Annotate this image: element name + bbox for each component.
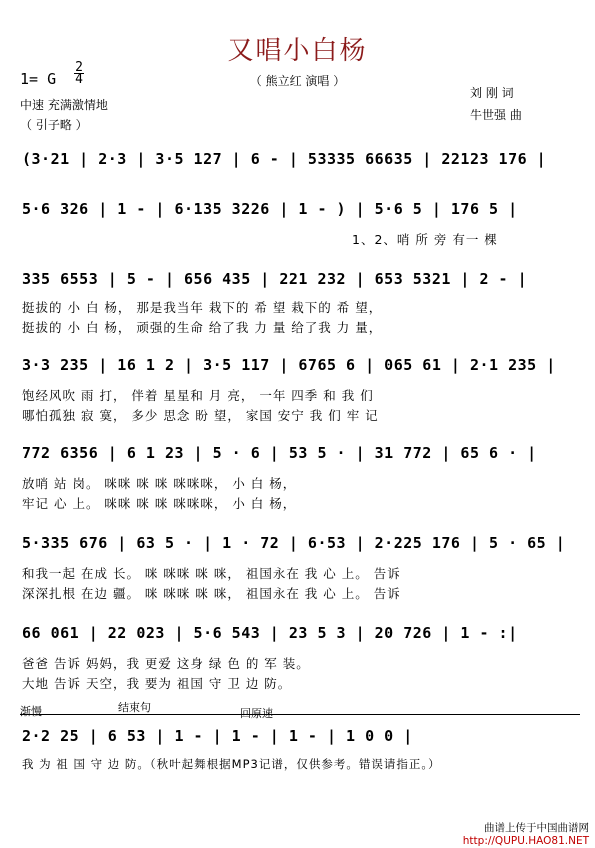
score-system-2-lyrics-1: 1、2、哨 所 旁 有一 棵 [352,232,498,247]
source-footer [463,822,589,848]
ending-mark: 结束句 [118,701,151,714]
slowing-mark: 渐慢 [20,705,42,718]
score-system-7-notes: 66 061 | 22 023 | 5·6 543 | 23 5 3 | 20 726 | 1 - :| [22,624,518,642]
score-system-7-lyrics-1: 爸爸 告诉 妈妈，我 更爱 这身 绿 色 的 军 装。 [22,656,310,671]
score-system-4-lyrics-2: 哪怕孤独 寂 寞， 多少 思念 盼 望， 家国 安宁 我 们 牢 记 [22,408,379,423]
score-system-5-notes: 772 6356 | 6 1 23 | 5 · 6 | 53 5 · | 31 772 | 65 6 · | [22,444,537,462]
score-system-4-notes: 3·3 235 | 16 1 2 | 3·5 117 | 6765 6 | 065 61 | 2·1 235 | [22,356,556,374]
meter-bottom: 4 [75,72,83,87]
score-system-3-notes: 335 6553 | 5 - | 656 435 | 221 232 | 653 5321 | 2 - | [22,270,528,288]
footer-site-name: 曲谱上传于中国曲谱网 [484,822,589,834]
score-system-5-lyrics-1: 放哨 站 岗。 咪咪 咪 咪 咪咪咪， 小 白 杨， [22,476,297,491]
score-system-8-lyrics-1: 我 为 祖 国 守 边 防。（秋叶起舞根据MP3记谱，仅供参考。错误请指正。） [22,757,441,771]
meter-top: 2 [75,60,83,75]
score-system-3-lyrics-2: 挺拔的 小 白 杨， 顽强的生命 给了我 力 量 给了我 力 量， [22,320,383,335]
score-system-4-lyrics-1: 饱经风吹 雨 打， 伴着 星星和 月 亮， 一年 四季 和 我 们 [22,388,374,403]
intro-note: （ 引子略 ） [20,118,88,132]
tempo-back-mark: 回原速 [240,707,273,720]
page-title: 又唱小白杨 [227,36,368,66]
score-system-6-lyrics-1: 和我一起 在成 长。 咪 咪咪 咪 咪， 祖国永在 我 心 上。 告诉 [22,566,401,581]
time-signature [74,62,84,85]
score-system-1-notes: (3·21 | 2·3 | 3·5 127 | 6 - | 53335 66635 | 22123 176 | [22,150,547,168]
score-system-8-notes: 2·2 25 | 6 53 | 1 - | 1 - | 1 - | 1 0 0 | [22,727,413,745]
score-system-7-lyrics-2: 大地 告诉 天空，我 要为 祖国 守 卫 边 防。 [22,676,292,691]
score-system-6-lyrics-2: 深深扎根 在边 疆。 咪 咪咪 咪 咪， 祖国永在 我 心 上。 告诉 [22,586,401,601]
score-system-6-notes: 5·335 676 | 63 5 · | 1 · 72 | 6·53 | 2·225 176 | 5 · 65 | [22,534,566,552]
footer-url[interactable]: http://QUPU.HAO81.NET [462,835,589,847]
key-signature: 1= G [20,70,57,88]
score-system-2-notes: 5·6 326 | 1 - | 6·135 3226 | 1 - ) | 5·6 5 | 176 5 | [22,200,518,218]
lyricist-credit: 刘 刚 词 [470,86,514,100]
composer-credit: 牛世强 曲 [470,108,522,122]
score-system-5-lyrics-2: 牢记 心 上。 咪咪 咪 咪 咪咪咪， 小 白 杨， [22,496,297,511]
score-system-3-lyrics-1: 挺拔的 小 白 杨， 那是我当年 栽下的 希 望 栽下的 希 望， [22,300,383,315]
singer-credit: （ 熊立红 演唱 ） [249,74,346,88]
ending-bracket-line [20,714,580,715]
tempo-marking: 中速 充满激情地 [20,98,108,112]
